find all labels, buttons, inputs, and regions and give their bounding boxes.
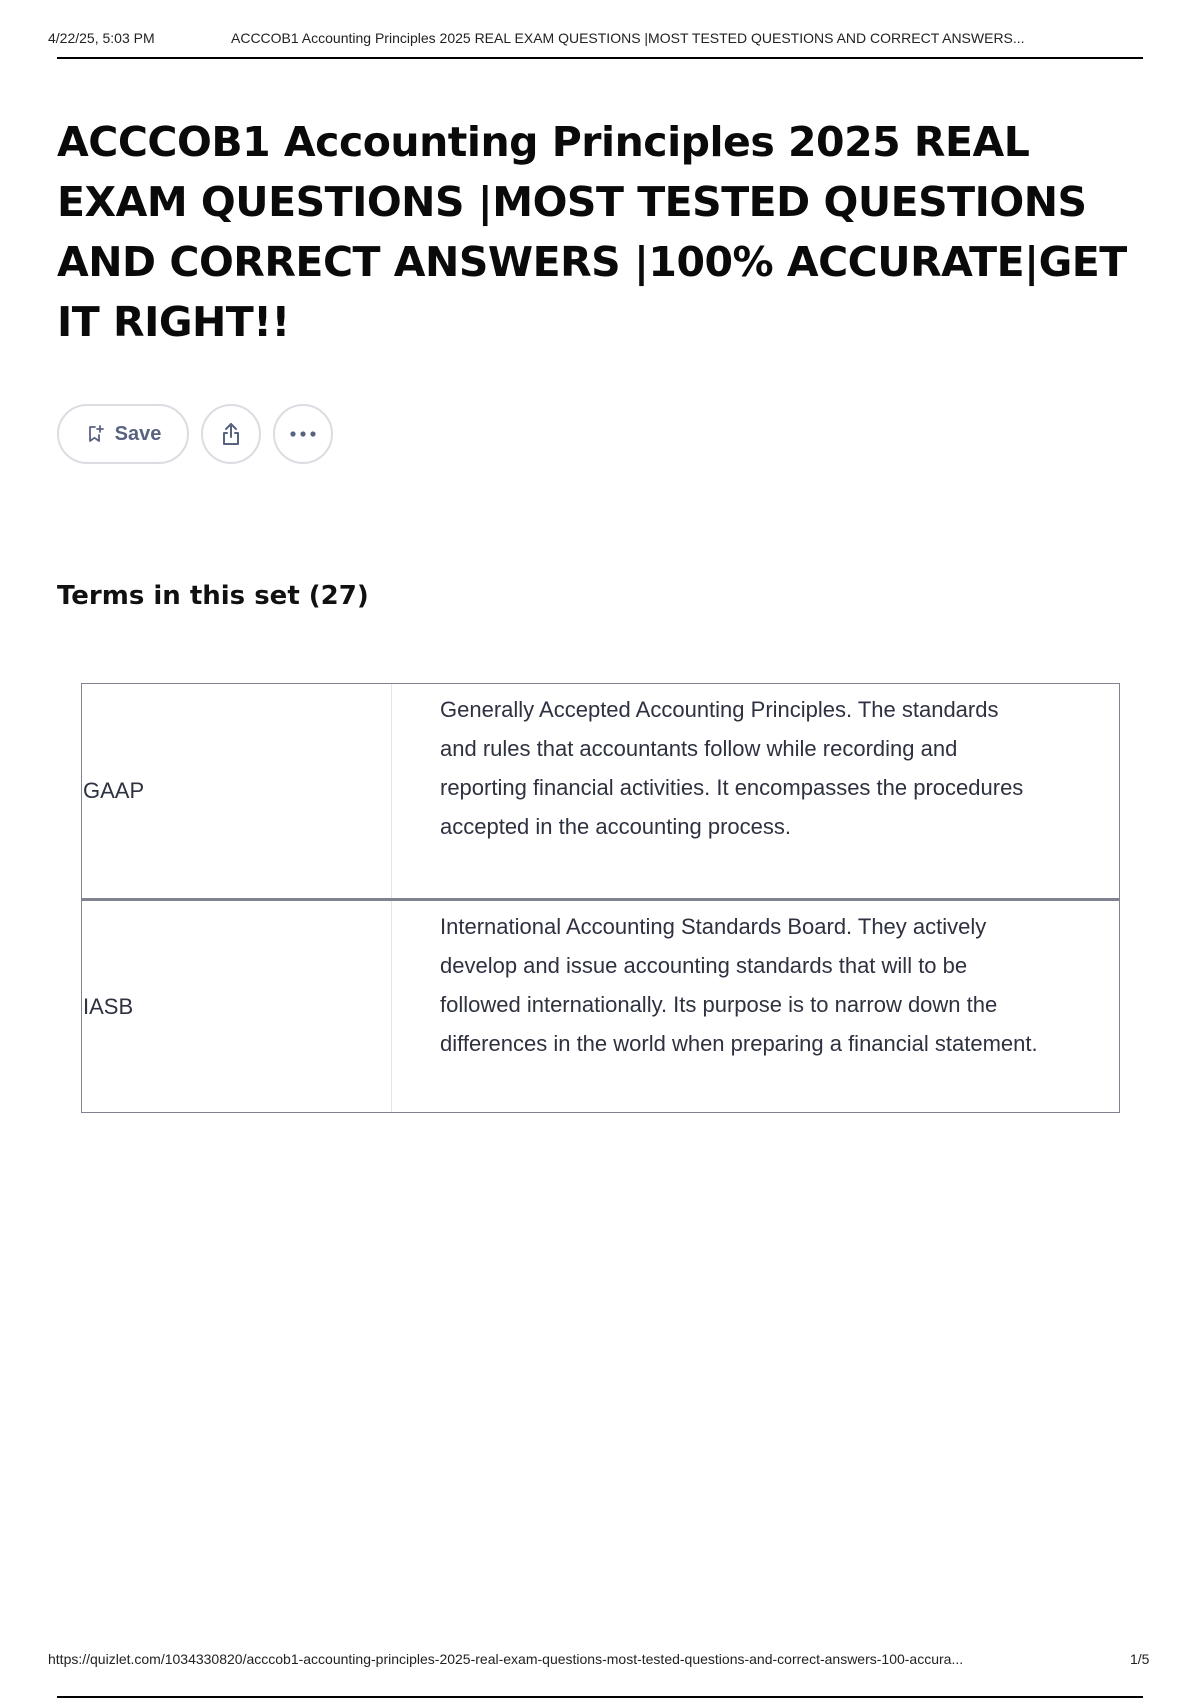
term-row[interactable]: [82, 684, 1119, 898]
term-row[interactable]: [82, 898, 1119, 1112]
print-footer: [48, 1651, 1148, 1673]
column-divider: [391, 901, 392, 1112]
save-button-label: Save: [114, 422, 162, 445]
page-number: 1/5: [1130, 1651, 1150, 1667]
share-icon: [217, 420, 245, 448]
save-button[interactable]: [57, 404, 189, 464]
print-url: https://quizlet.com/1034330820/acccob1-accounting-principles-2025-real-exam-questions-most-tested-questions-and-correct-answers-100-accura...: [48, 1651, 964, 1667]
more-options-button[interactable]: [273, 404, 333, 464]
term-text: IASB: [83, 993, 134, 1019]
column-divider: [391, 684, 392, 898]
terms-heading: Terms in this set (27): [57, 581, 369, 611]
definition-text: Generally Accepted Accounting Principles. The standards and rules that accountants follow while recording and reporting financial activities. It encompasses the procedures accepted in the accounting process.: [440, 697, 1024, 839]
bookmark-add-icon: [85, 424, 105, 444]
terms-table: [81, 683, 1120, 1113]
share-button[interactable]: [201, 404, 261, 464]
term-text: GAAP: [83, 778, 145, 803]
print-header: [48, 28, 1146, 58]
definition-text: International Accounting Standards Board. They actively develop and issue accounting standards that will to be followed internationally. Its purpose is to narrow down the differences in the world when preparing a financial statement.: [440, 914, 1038, 1056]
more-horizontal-icon: [289, 430, 317, 438]
page-title: ACCCOB1 Accounting Principles 2025 REAL EXAM QUESTIONS |MOST TESTED QUESTIONS AND CORRECT ANSWERS |100% ACCURATE|GET IT RIGHT!!: [57, 118, 1127, 346]
print-date: 4/22/25, 5:03 PM: [48, 30, 155, 46]
header-divider: [57, 57, 1143, 59]
footer-divider: [57, 1696, 1143, 1698]
print-doc-title: ACCCOB1 Accounting Principles 2025 REAL EXAM QUESTIONS |MOST TESTED QUESTIONS AND CORRECT ANSWERS...: [231, 30, 1025, 46]
